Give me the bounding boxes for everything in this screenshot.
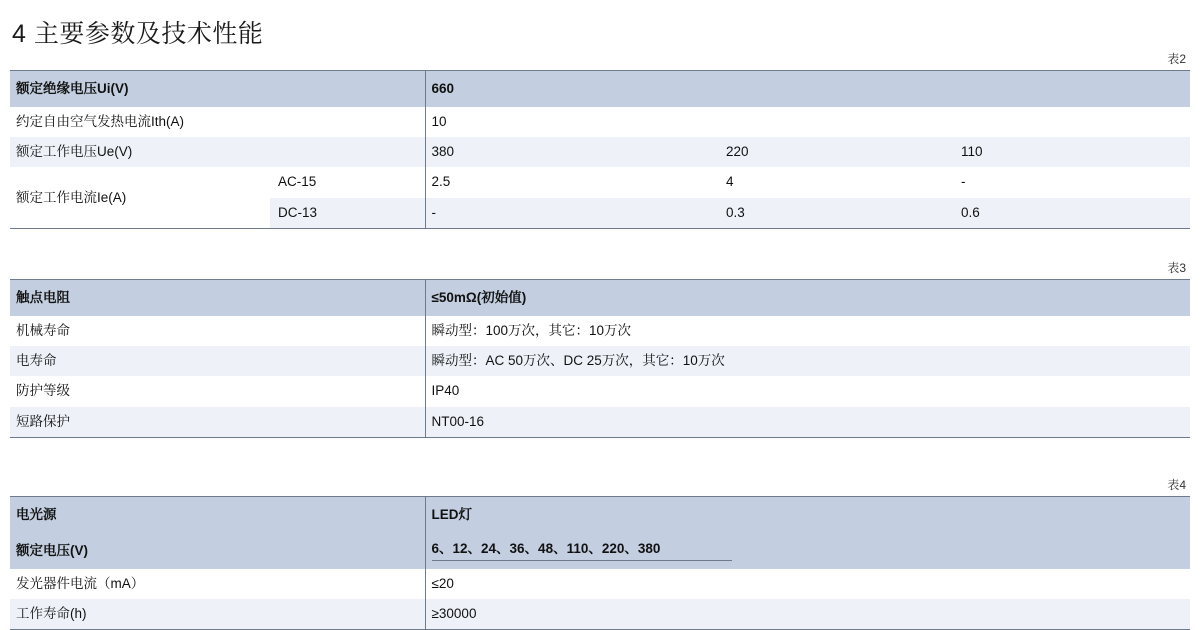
table2-r1-v2 [955,107,1190,137]
table4-r0-label: 电光源 [10,496,425,533]
table3 [10,279,1190,438]
table-row [10,167,1190,197]
table4-r0-value: LED灯 [425,496,1190,533]
table-row [10,496,1190,533]
table4-r1-value: 6、12、24、36、48、110、220、380 [432,540,732,561]
section-spacer [10,438,1190,476]
table2-r2-v0: 380 [425,137,720,167]
table2-r1-v1 [720,107,955,137]
table-row [10,279,1190,316]
table2-r0-label: 额定绝缘电压Ui(V) [10,71,270,108]
table3-r0-label: 触点电阻 [10,279,425,316]
table3-r3-label: 防护等级 [10,376,425,406]
table4-r2-value: ≤20 [425,569,1190,599]
table2-r2-sub [270,137,425,167]
table2-r3-label: 额定工作电流Ie(A) [10,167,270,228]
table2-r4-v2: 0.6 [955,198,1190,229]
table-row [10,316,1190,346]
table4-r3-label: 工作寿命(h) [10,599,425,630]
table2-section [10,50,1190,229]
table-row [10,569,1190,599]
table-row [10,71,1190,108]
table2-r2-v2: 110 [955,137,1190,167]
table2-r2-v1: 220 [720,137,955,167]
table-row [10,346,1190,376]
table2-r3-v1: 4 [720,167,955,197]
table3-r4-label: 短路保护 [10,407,425,438]
table3-r1-label: 机械寿命 [10,316,425,346]
table3-section [10,259,1190,438]
table2-r1-sub [270,107,425,137]
table3-r4-value: NT00-16 [425,407,1190,438]
table2-r4-v0: - [425,198,720,229]
table2-r3-v2: - [955,167,1190,197]
table2-r4-sub: DC-13 [270,198,425,229]
table4-r2-label: 发光器件电流（mA） [10,569,425,599]
table2-r0-sub [270,71,425,108]
table2 [10,70,1190,229]
table4-section [10,476,1190,630]
table2-r3-sub: AC-15 [270,167,425,197]
table-row [10,107,1190,137]
document-page [0,14,1200,621]
table4-r3-value: ≥30000 [425,599,1190,630]
table2-r3-v0: 2.5 [425,167,720,197]
table4-r1-label: 额定电压(V) [10,533,425,569]
section-spacer [10,229,1190,259]
table-row [10,599,1190,630]
table3-r3-value: IP40 [425,376,1190,406]
table3-r2-label: 电寿命 [10,346,425,376]
table2-r2-label: 额定工作电压Ue(V) [10,137,270,167]
table-row [10,407,1190,438]
table-row [10,137,1190,167]
table2-r0-v0: 660 [425,71,720,108]
table4-caption: 表4 [1167,477,1186,492]
table3-r1-value: 瞬动型：100万次，其它：10万次 [425,316,1190,346]
page-title: 4 主要参数及技术性能 [12,20,264,48]
table2-r1-label: 约定自由空气发热电流Ith(A) [10,107,270,137]
table4 [10,496,1190,630]
table2-caption: 表2 [1167,52,1186,66]
table-row [10,376,1190,406]
table2-r0-v2 [955,71,1190,108]
table3-r0-value: ≤50mΩ(初始值) [425,279,1190,316]
table2-r0-v1 [720,71,955,108]
table-row [10,533,1190,569]
table3-r2-value: 瞬动型：AC 50万次、DC 25万次，其它：10万次 [425,346,1190,376]
table3-caption: 表3 [1167,260,1186,275]
table4-r1-value-cell [425,533,1190,569]
table2-r4-v1: 0.3 [720,198,955,229]
table2-r1-v0: 10 [425,107,720,137]
